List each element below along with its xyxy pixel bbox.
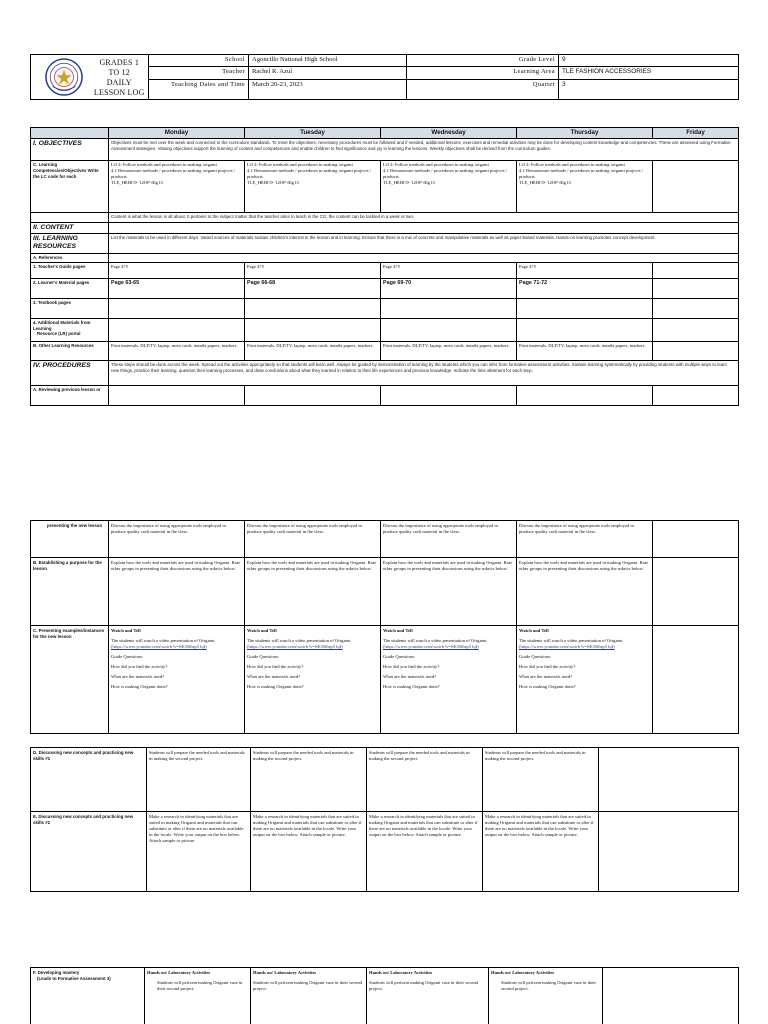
additional-cell-tuesday (245, 318, 381, 341)
procedures-heading: IV. PROCEDURES (31, 360, 109, 385)
discuss-2-cell-thursday: Make a research in identifying materials that are suited in making Origami and materials that can substitute or alter if there are no materials available in the locale. Write your output on the box below. Attach sample or picture. (483, 812, 599, 892)
objectives-note: Objectives must be met over the week and connected to the curriculum standards. To meet the objectives, necessary procedures must be followed and if needed, additional lessons, exercises and remedial activities may be done for developing content knowledge and competencies. These are assessed using Formative Assessment strategies. Valuing objectives support the learning of content and competencies and enable children to find significance and joy in learning the lessons. Weekly objectives shall be derived from the curriculum guides. (109, 139, 739, 161)
purpose-cell-tuesday: Explain how the tools and materials are used in making Origami. Rate other groups in presenting their discussions using the rubrics below. (245, 558, 381, 626)
additional-cell-monday (109, 318, 245, 341)
procedures-table-mastery (30, 967, 738, 1024)
textbook-cell-thursday (517, 298, 653, 318)
video-link[interactable]: (https://www.youtube.com/watch?v=MO6l0ap51qI) (519, 643, 615, 649)
teaching-dates-value: March 20-23, 2023 (249, 79, 407, 99)
examples-cell-wednesday: Watch and Tell The students will watch a video presentation of Origami (https://www.youtube.com/watch?v=MO6l0ap51qI) Guide Questions: How did you find the activity? What are the materials used? How is making Origami done? (381, 626, 517, 734)
quarter-value: 3 (559, 79, 739, 99)
discuss-1-cell-wednesday: Students will prepare the needed tools and materials in making the second project. (367, 748, 483, 812)
competency-cell-wednesday: LO 4: Follow methods and procedures in making origami 4.1 Demonstrate methods / procedures in making origami projects / products TLE_HEHC9- 12OP-IIIg13 (381, 161, 517, 213)
day-header-blank (31, 128, 109, 139)
learning-area-label: Learning Area (407, 67, 559, 79)
other-cell-thursday: Print materials, DLP/TV, laptop, meta cards, manila papers, markers. (517, 341, 653, 360)
presenting-cell-tuesday: Discuss the importance of using appropriate tools employed to produce quality craft material in the class. (245, 521, 381, 558)
video-link[interactable]: (https://www.youtube.com/watch?v=MO6l0ap51qI) (247, 643, 343, 649)
tg-cell-thursday: Page 475 (517, 262, 653, 278)
additional-cell-thursday (517, 318, 653, 341)
mastery-cell-monday: Hands on/ Laboratory Activities Students will perform making Origami vase in their second project. (145, 968, 251, 1024)
other-cell-monday: Print materials, DLP/TV, laptop, meta cards, manila papers, markers. (109, 341, 245, 360)
presenting-lesson-label: presenting the new lesson (31, 521, 109, 558)
purpose-cell-monday: Explain how the tools and materials are used in making Origami. Rate other groups in presenting their discussions using the rubrics below. (109, 558, 245, 626)
day-thursday: Thursday (517, 128, 653, 139)
examples-cell-tuesday: Watch and Tell The students will watch a video presentation of Origami (https://www.youtube.com/watch?v=MO6l0ap51qI) Guide Questions: How did you find the activity? What are the materials used? How is making Origami done? (245, 626, 381, 734)
lm-cell-wednesday: Page 69-70 (381, 278, 517, 298)
content-cell (109, 223, 739, 234)
examples-label: C. Presenting examples/instances for the new lesson (31, 626, 109, 734)
competencies-label: C. Learning Competencies/Objectives Write the LC code for each (31, 161, 109, 213)
tg-cell-friday (653, 262, 739, 278)
reviewing-cell-monday (109, 385, 245, 405)
lesson-log-header (30, 54, 738, 104)
additional-materials-label: 4. Additional Materials from Learning Resource (LR) portal (31, 318, 109, 341)
discuss-1-label: D. Discussing new concepts and practicing new skills #1 (31, 748, 147, 812)
mastery-cell-thursday: Hands on/ Laboratory Activities Students will perform making Origami vase in their second project. (489, 968, 603, 1024)
mastery-label: F. Developing mastery (Leads to Formative Assessment 3) (31, 968, 145, 1024)
presenting-cell-monday: Discuss the importance of using appropriate tools employed to produce quality craft material in the class. (109, 521, 245, 558)
competency-cell-thursday: LO 4: Follow methods and procedures in making origami 4.1 Demonstrate methods / procedures in making origami projects / products TLE_HEHC9- 12OP-IIIg13 (517, 161, 653, 213)
textbook-cell-monday (109, 298, 245, 318)
references-cell (109, 254, 739, 263)
discuss-1-cell-monday: Students will prepare the needed tools and materials in making the second project. (147, 748, 251, 812)
video-link[interactable]: (https://www.youtube.com/watch?v=MO6l0ap51qI) (383, 643, 479, 649)
learners-material-label: 2. Learner's Material pages (31, 278, 109, 298)
presenting-cell-wednesday: Discuss the importance of using appropriate tools employed to produce quality craft material in the class. (381, 521, 517, 558)
reviewing-cell-wednesday (381, 385, 517, 405)
discuss-1-cell-tuesday: Students will prepare the needed tools and materials in making the second project. (251, 748, 367, 812)
reviewing-cell-tuesday (245, 385, 381, 405)
deped-seal-icon (45, 58, 83, 96)
competency-cell-tuesday: LO 4: Follow methods and procedures in making origami 4.1 Demonstrate methods / procedures in making origami projects / products TLE_HEHC9- 12OP-IIIg13 (245, 161, 381, 213)
mastery-cell-wednesday: Hands on/ Laboratory Activities Students will perform making Origami vase in their second project. (367, 968, 489, 1024)
reviewing-cell-thursday (517, 385, 653, 405)
school-label: School (149, 55, 249, 67)
tg-cell-tuesday: Page 475 (245, 262, 381, 278)
deped-seal-cell (31, 55, 91, 100)
day-header-row (31, 128, 739, 139)
day-wednesday: Wednesday (381, 128, 517, 139)
document-title-line2: DAILY LESSON LOG (93, 78, 145, 97)
purpose-cell-friday (653, 558, 739, 626)
quarter-label: Quarter (407, 79, 559, 99)
textbook-cell-tuesday (245, 298, 381, 318)
textbook-label: 3. Textbook pages (31, 298, 109, 318)
other-cell-friday (653, 341, 739, 360)
textbook-cell-friday (653, 298, 739, 318)
procedures-note: These steps should be done across the week. Spread out the activities appropriately so that students will learn well. Always be guided by demonstration of learning by the students which you can infer from formative assessment activities. Sustain learning systematically by providing students with multiple ways to learn new things, practice their learning, question their learning processes, and draw conclusions about what they learned in relation to their life experiences and previous knowledge. Indicate the time allotment for each step. (109, 360, 739, 385)
other-cell-wednesday: Print materials, DLP/TV, laptop, meta cards, manila papers, markers. (381, 341, 517, 360)
tg-cell-monday: Page 475 (109, 262, 245, 278)
discuss-2-label: E. Discussing new concepts and practicing new skills #2 (31, 812, 147, 892)
purpose-label: B. Establishing a purpose for the lesson (31, 558, 109, 626)
discuss-1-cell-thursday: Students will prepare the needed tools and materials in making the second project. (483, 748, 599, 812)
resources-heading: III. LEARNING RESOURCES (31, 234, 109, 254)
content-note: Content is what the lesson is all about. It pertains to the subject matter that the teacher aims to teach in the CG, the content can be tackled in a week or two. (109, 213, 739, 223)
purpose-cell-thursday: Explain how the tools and materials are used in making Origami. Rate other groups in presenting their discussions using the rubrics below. (517, 558, 653, 626)
discuss-2-cell-wednesday: Make a research in identifying materials that are suited in making Origami and materials that can substitute or alter if there are no materials available in the locale. Write your output on the box below. Attach sample or picture. (367, 812, 483, 892)
content-note-blank (31, 213, 109, 223)
presenting-cell-friday (653, 521, 739, 558)
other-cell-tuesday: Print materials, DLP/TV, laptop, meta cards, manila papers, markers. (245, 341, 381, 360)
document-title-line1: GRADES 1 TO 12 (99, 58, 140, 77)
reviewing-cell-friday (653, 385, 739, 405)
teacher-value: Rachel R. Azul (249, 67, 407, 79)
additional-cell-friday (653, 318, 739, 341)
lesson-log-main-table (30, 127, 738, 406)
teacher-label: Teacher (149, 67, 249, 79)
lm-cell-friday (653, 278, 739, 298)
examples-cell-monday: Watch and Tell The students will watch a video presentation of Origami (https://www.youtube.com/watch?v=MO6l0ap51qI) Guide Questions: How did you find the activity? What are the materials used? How is making Origami done? (109, 626, 245, 734)
purpose-cell-wednesday: Explain how the tools and materials are used in making Origami. Rate other groups in presenting their discussions using the rubrics below. (381, 558, 517, 626)
school-value: Agoncillo National High School (249, 55, 407, 67)
references-label: A. References (31, 254, 109, 263)
discuss-1-cell-friday (599, 748, 739, 812)
document-title-cell (91, 55, 149, 100)
resources-note: List the materials to be used in different days. Varied sources of materials sustain children's interest in the lesson and in learning. Ensure that there is a mix of concrete and manipulative materials as well as paper-based materials. Hands-on learning promotes concept development. (109, 234, 739, 254)
discuss-2-cell-tuesday: Make a research in identifying materials that are suited in making Origami and materials that can substitute or alter if there are no materials available in the locale. Write your output on the box below. Attach sample or picture. (251, 812, 367, 892)
competency-cell-friday (653, 161, 739, 213)
day-tuesday: Tuesday (245, 128, 381, 139)
competency-cell-monday: LO 4: Follow methods and procedures in making origami 4.1 Demonstrate methods / procedures in making origami projects / products TLE_HEHC9- 12OP-IIIg13 (109, 161, 245, 213)
day-friday: Friday (653, 128, 739, 139)
video-link[interactable]: (https://www.youtube.com/watch?v=MO6l0ap51qI) (111, 643, 207, 649)
lm-cell-tuesday: Page 66-68 (245, 278, 381, 298)
procedures-table-continued (30, 520, 738, 734)
day-monday: Monday (109, 128, 245, 139)
other-resources-label: B. Other Learning Resources (31, 341, 109, 360)
learning-area-value: TLE FASHION ACCESSORIES (559, 67, 739, 79)
reviewing-lesson-label: A. Reviewing previous lesson or (31, 385, 109, 405)
grade-level-value: 9 (559, 55, 739, 67)
tg-cell-wednesday: Page 475 (381, 262, 517, 278)
procedures-table-discussion (30, 747, 738, 892)
additional-cell-wednesday (381, 318, 517, 341)
teachers-guide-label: 1. Teacher's Guide pages (31, 262, 109, 278)
examples-cell-thursday: Watch and Tell The students will watch a video presentation of Origami (https://www.youtube.com/watch?v=MO6l0ap51qI) Guide Questions: How did you find the activity? What are the materials used? How is making Origami done? (517, 626, 653, 734)
textbook-cell-wednesday (381, 298, 517, 318)
content-heading: II. CONTENT (31, 223, 109, 234)
lm-cell-monday: Page 63-65 (109, 278, 245, 298)
presenting-cell-thursday: Discuss the importance of using appropriate tools employed to produce quality craft material in the class. (517, 521, 653, 558)
discuss-2-cell-friday (599, 812, 739, 892)
lm-cell-thursday: Page 71-72 (517, 278, 653, 298)
grade-level-label: Grade Level (407, 55, 559, 67)
discuss-2-cell-monday: Make a research in identifying materials that are suited in making Origami and materials that can substitute or alter if there are no materials available in the locale. Write your output on the box below. Attach sample or picture. (147, 812, 251, 892)
examples-cell-friday (653, 626, 739, 734)
mastery-cell-tuesday: Hands on/ Laboratory Activities Students will perform making Origami vase in their second project. (251, 968, 367, 1024)
mastery-cell-friday (603, 968, 739, 1024)
objectives-heading: I. OBJECTIVES (31, 139, 109, 161)
teaching-dates-label: Teaching Dates and Time (149, 79, 249, 99)
